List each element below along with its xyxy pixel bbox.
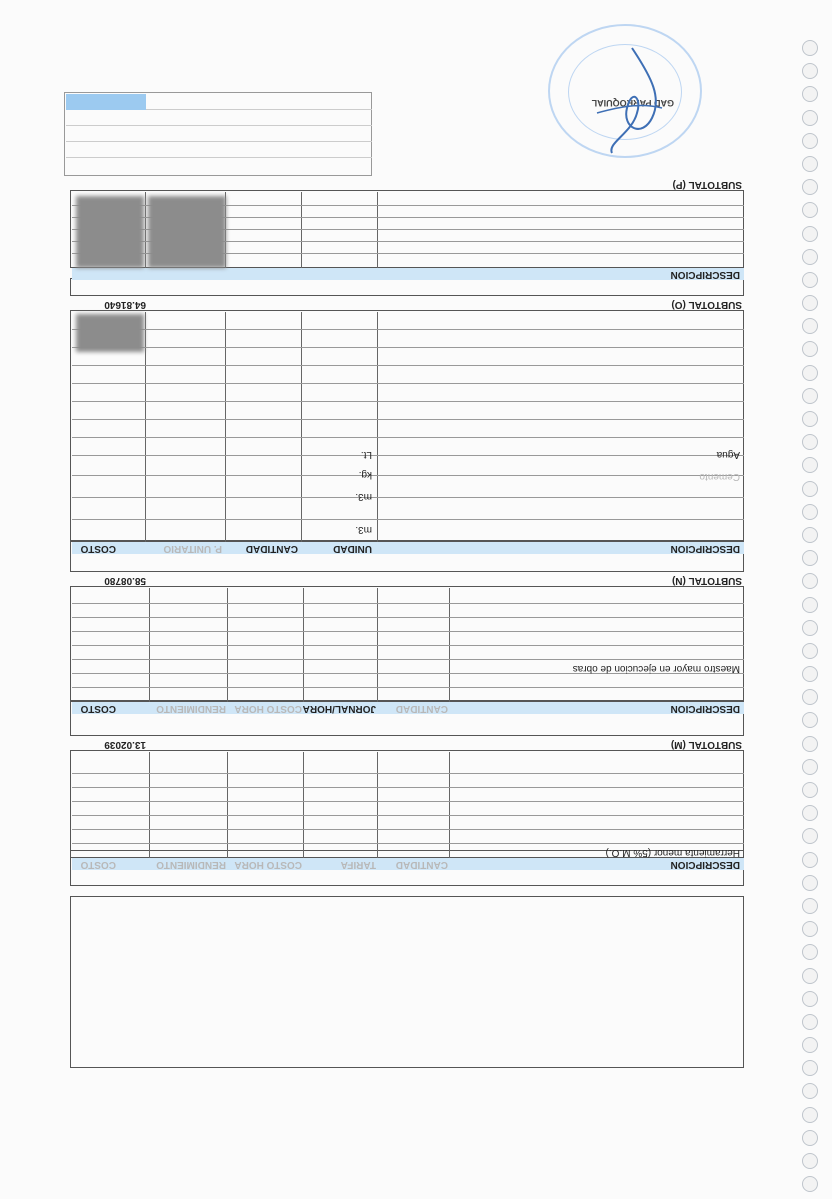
mano-obra-header-cant: CANTIDAD: [395, 703, 448, 714]
mano-obra-header-jornal: JORNAL/HORA: [302, 703, 376, 714]
equipo-header-rend: RENDIMIENTO: [156, 859, 226, 870]
mano-obra-subtotal-value: 58.08780: [104, 575, 146, 586]
materiales-row-0-unit: m3.: [355, 524, 372, 535]
materiales-header-punit: P. UNITARIO: [163, 543, 222, 554]
equipo-table: [70, 750, 744, 858]
transporte-title-box: [70, 278, 744, 296]
stamp-text: GAD PARROQUIAL: [591, 98, 674, 108]
mano-obra-header-rend: RENDIMIENTO: [156, 703, 226, 714]
mano-obra-row-0-desc: Maestro mayor en ejecucion de obras: [572, 663, 740, 674]
mano-obra-header-costo: COSTO: [80, 703, 116, 714]
materiales-row-2-desc: Cemento: [699, 471, 740, 482]
materiales-header-costo: COSTO: [80, 543, 116, 554]
equipo-header-tarifa: TARIFA: [340, 859, 376, 870]
materiales-header-unidad: UNIDAD: [333, 543, 372, 554]
redacted-area: [148, 196, 226, 268]
redacted-area: [76, 314, 144, 352]
materiales-header-desc: DESCRIPCION: [670, 543, 740, 554]
materiales-table: [70, 310, 744, 542]
binder-hole: [802, 1176, 818, 1192]
transporte-subtotal-label: SUBTOTAL (P): [672, 179, 742, 190]
equipo-header-costo: COSTO: [80, 859, 116, 870]
materiales-header-cantidad: CANTIDAD: [245, 543, 298, 554]
equipo-subtotal-label: SUBTOTAL (M): [670, 739, 742, 750]
signature: [582, 38, 682, 158]
transporte-header-desc: DESCRIPCION: [670, 269, 740, 280]
materiales-row-2-unit: kg.: [358, 469, 372, 480]
equipo-row-0-desc: Herramienta menor (5% M.O.): [605, 847, 740, 858]
equipo-header-costo-hora: COSTO HORA: [234, 859, 302, 870]
materiales-row-1-unit: m3.: [355, 491, 372, 502]
materiales-subtotal-value: 64.81640: [104, 299, 146, 310]
mano-obra-subtotal-label: SUBTOTAL (N): [672, 575, 742, 586]
materiales-row-3-desc: Agua: [716, 449, 740, 460]
materiales-row-3-unit: Lt.: [360, 449, 372, 460]
equipo-header-desc: DESCRIPCION: [670, 859, 740, 870]
redacted-area: [76, 196, 144, 268]
mano-obra-header-desc: DESCRIPCION: [670, 703, 740, 714]
notes-box: [70, 896, 744, 1068]
summary-highlight: [66, 94, 146, 110]
equipo-header-cant: CANTIDAD: [395, 859, 448, 870]
equipo-subtotal-value: 13.02039: [104, 739, 146, 750]
transporte-header-band: [72, 268, 744, 280]
mano-obra-header-costo-hora: COSTO HORA: [234, 703, 302, 714]
materiales-subtotal-label: SUBTOTAL (O): [671, 299, 742, 310]
